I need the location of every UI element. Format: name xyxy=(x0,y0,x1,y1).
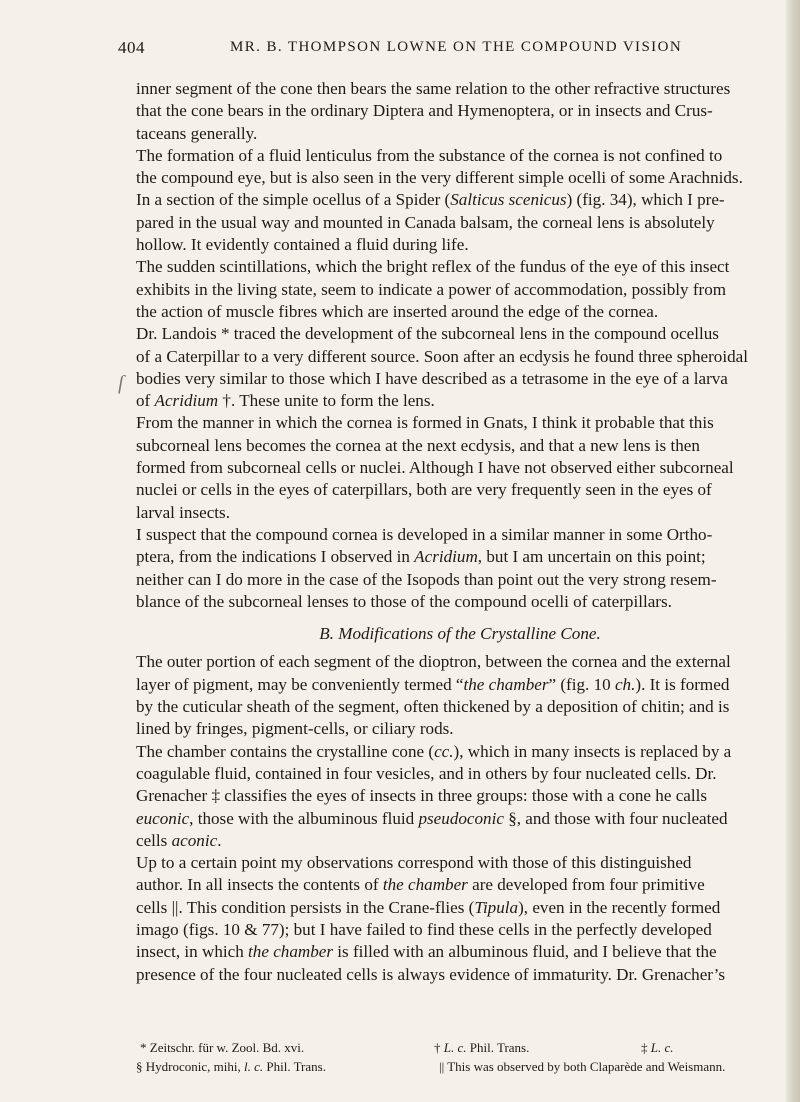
text-line: imago (figs. 10 & 77); but I have failed to find these cells in the perfectly developed xyxy=(136,919,712,939)
paragraph xyxy=(136,852,784,986)
text-line: blance of the subcorneal lenses to those of the compound ocelli of caterpillars. xyxy=(136,591,672,611)
text-line: From the manner in which the cornea is formed in Gnats, I think it probable that this xyxy=(136,413,714,433)
text-line: layer of pigment, may be conveniently termed “the chamber” (fig. 10 ch.). It is formed xyxy=(136,674,730,694)
text-line: Up to a certain point my observations correspond with those of this distinguished xyxy=(136,853,692,873)
text-line: lined by fringes, pigment-cells, or ciliary rods. xyxy=(136,719,454,739)
text-line: formed from subcorneal cells or nuclei. Although I have not observed either subcorneal xyxy=(136,458,734,478)
paragraph xyxy=(136,323,784,412)
paragraph xyxy=(136,256,784,323)
text-line: presence of the four nucleated cells is always evidence of immaturity. Dr. Grenacher’s xyxy=(136,964,726,984)
section-heading-text: B. Modifications of the Crystalline Cone. xyxy=(319,624,601,644)
text-line: cells aconic. xyxy=(136,830,222,850)
paragraph xyxy=(136,78,784,145)
paragraph xyxy=(136,741,784,852)
text-line: by the cuticular sheath of the segment, often thickened by a deposition of chitin; and is xyxy=(136,697,730,717)
footnote-row xyxy=(136,1057,786,1076)
footnotes xyxy=(136,1038,786,1076)
text-line: the action of muscle fibres which are inserted around the edge of the cornea. xyxy=(136,301,659,321)
text-line: I suspect that the compound cornea is developed in a similar manner in some Ortho- xyxy=(136,524,713,544)
text-line: ptera, from the indications I observed in Acridium, but I am uncertain on this point; xyxy=(136,547,706,567)
text-line: author. In all insects the contents of the chamber are developed from four primitive xyxy=(136,875,705,895)
text-line: inner segment of the cone then bears the same relation to the other refractive structures xyxy=(136,79,731,98)
text-line: pared in the usual way and mounted in Canada balsam, the corneal lens is absolutely xyxy=(136,212,715,232)
page-number: 404 xyxy=(118,38,145,57)
text-line: Grenacher ‡ classifies the eyes of insects in three groups: those with a cone he calls xyxy=(136,786,708,806)
text-line: The chamber contains the crystalline cone (cc.), which in many insects is replaced by a xyxy=(136,741,732,761)
text-line: hollow. It evidently contained a fluid during life. xyxy=(136,235,469,255)
text-line: nuclei or cells in the eyes of caterpillars, both are very frequently seen in the eyes of xyxy=(136,480,712,500)
page-header xyxy=(118,38,778,60)
text-line: The formation of a fluid lenticulus from the substance of the cornea is not confined to xyxy=(136,145,723,165)
margin-pencil-mark: ſ xyxy=(118,372,124,394)
text-line: In a section of the simple ocellus of a Spider (Salticus scenicus) (fig. 34), which I pre- xyxy=(136,190,725,210)
text-line: exhibits in the living state, seem to indicate a power of accommodation, possibly from xyxy=(136,279,727,299)
text-line: bodies very similar to those which I have described as a tetrasome in the eye of a larva xyxy=(136,368,728,388)
paragraph xyxy=(136,651,784,740)
footnote: ‡ L. c. xyxy=(641,1040,674,1055)
section-heading xyxy=(136,623,784,645)
text-line: the compound eye, but is also seen in the very different simple ocelli of some Arachnids. xyxy=(136,168,743,188)
paragraph xyxy=(136,412,784,523)
footnote: † L. c. Phil. Trans. xyxy=(434,1040,530,1055)
text-line: larval insects. xyxy=(136,502,230,522)
footnote: § Hydroconic, mihi, l. c. Phil. Trans. xyxy=(136,1059,326,1074)
paragraph xyxy=(136,145,784,256)
text-line: euconic, those with the albuminous fluid pseudoconic §, and those with four nucleated xyxy=(136,808,728,828)
text-line: The outer portion of each segment of the dioptron, between the cornea and the external xyxy=(136,652,731,672)
body-text xyxy=(136,78,784,986)
text-line: coagulable fluid, contained in four vesicles, and in others by four nucleated cells. Dr. xyxy=(136,763,717,783)
text-line: of a Caterpillar to a very different source. Soon after an ecdysis he found three spheroidal xyxy=(136,346,748,366)
text-line: of Acridium †. These unite to form the lens. xyxy=(136,391,435,411)
footnote: * Zeitschr. für w. Zool. Bd. xvi. xyxy=(140,1040,305,1055)
text-line: neither can I do more in the case of the Isopods than point out the very strong resem- xyxy=(136,569,717,589)
footnote-row xyxy=(136,1038,786,1057)
text-line: cells ||. This condition persists in the Crane-flies (Tipula), even in the recently formed xyxy=(136,897,721,917)
text-line: The sudden scintillations, which the bright reflex of the fundus of the eye of this insect xyxy=(136,257,730,277)
text-line: that the cone bears in the ordinary Diptera and Hymenoptera, or in insects and Crus- xyxy=(136,101,713,121)
running-head: MR. B. THOMPSON LOWNE ON THE COMPOUND VISION xyxy=(230,39,683,55)
text-line: insect, in which the chamber is filled with an albuminous fluid, and I believe that the xyxy=(136,942,717,962)
text-line: subcorneal lens becomes the cornea at the next ecdysis, and that a new lens is then xyxy=(136,435,700,455)
footnote: || This was observed by both Claparède and Weismann. xyxy=(439,1059,726,1074)
text-line: Dr. Landois * traced the development of the subcorneal lens in the compound ocellus xyxy=(136,324,719,344)
paragraph xyxy=(136,524,784,613)
text-line: taceans generally. xyxy=(136,123,258,143)
page-edge xyxy=(786,0,800,1102)
